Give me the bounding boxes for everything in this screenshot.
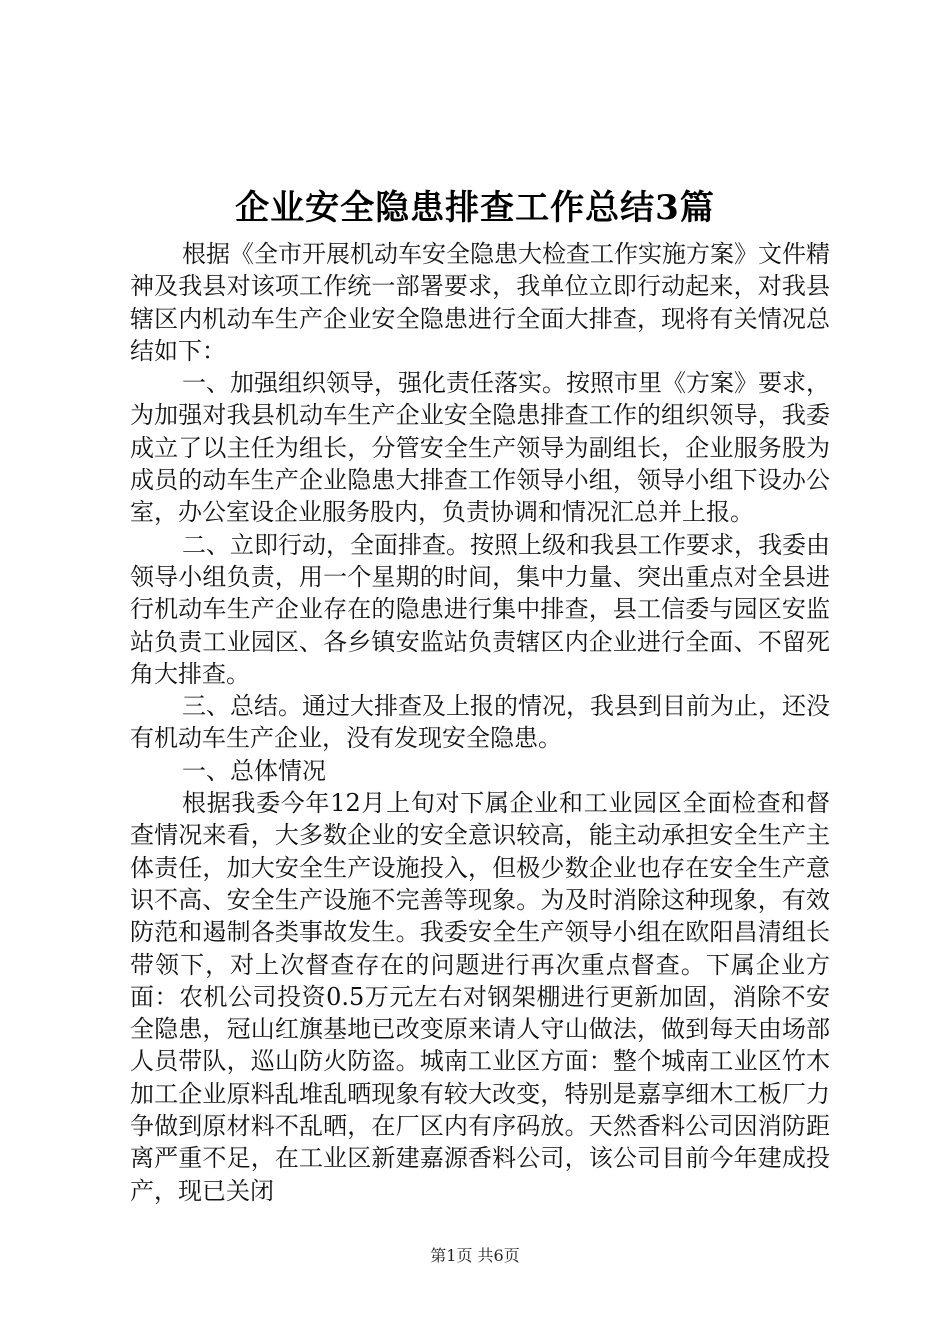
document-title: 企业安全隐患排查工作总结3篇 xyxy=(235,188,715,228)
section-heading-overview: 一、总体情况 xyxy=(182,756,326,785)
paragraph-section-2: 二、立即行动，全面排查。按照上级和我县工作要求，我委由领导小组负责，用一个星期的时间，集中力量、突出重点对全县进行机动车生产企业存在的隐患进行集中排查，县工信委与园区安监站负责工业园区、各乡镇安监站负责辖区内企业进行全面、不留死角大排查。 xyxy=(130,530,830,688)
page-number-footer: 第1页 共6页 xyxy=(430,1246,520,1265)
paragraph-section-3: 三、总结。通过大排查及上报的情况，我县到目前为止，还没有机动车生产企业，没有发现安全隐患。 xyxy=(130,692,830,753)
document-body xyxy=(130,238,830,1207)
paragraph-intro: 根据《全市开展机动车安全隐患大检查工作实施方案》文件精神及我县对该项工作统一部署要求，我单位立即行动起来，对我县辖区内机动车生产企业安全隐患进行全面大排查，现将有关情况总结如下： xyxy=(130,240,830,365)
paragraph-overview: 根据我委今年12月上旬对下属企业和工业园区全面检查和督查情况来看，大多数企业的安全意识较高，能主动承担安全生产主体责任，加大安全生产设施投入，但极少数企业也存在安全生产意识不高、安全生产设施不完善等现象。为及时消除这种现象，有效防范和遏制各类事故发生。我委安全生产领导小组在欧阳昌清组长带领下，对上次督查存在的问题进行再次重点督查。下属企业方面：农机公司投资0.5万元左右对钢架棚进行更新加固，消除不安全隐患，冠山红旗基地已改变原来请人守山做法，做到每天由场部人员带队，巡山防火防盗。城南工业区方面：整个城南工业区竹木加工企业原料乱堆乱晒现象有较大改变，特别是嘉享细木工板厂力争做到原材料不乱晒，在厂区内有序码放。天然香料公司因消防距离严重不足，在工业区新建嘉源香料公司，该公司目前今年建成投产，现已关闭 xyxy=(130,789,830,1205)
paragraph-section-1: 一、加强组织领导，强化责任落实。按照市里《方案》要求，为加强对我县机动车生产企业安全隐患排查工作的组织领导，我委成立了以主任为组长，分管安全生产领导为副组长，企业服务股为成员的动车生产企业隐患大排查工作领导小组，领导小组下设办公室，办公室设企业服务股内，负责协调和情况汇总并上报。 xyxy=(130,369,830,527)
